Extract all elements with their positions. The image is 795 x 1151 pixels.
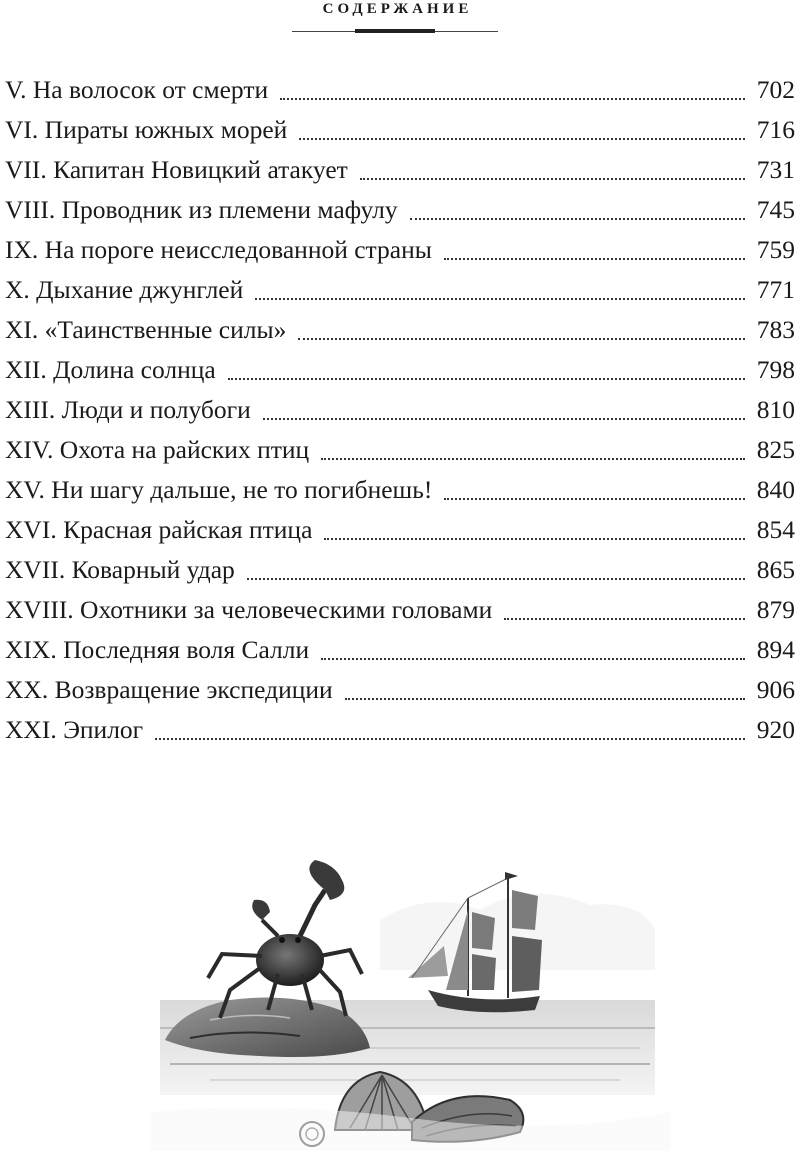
toc-leader-dots (345, 698, 745, 700)
header-rule-accent (355, 29, 435, 33)
toc-entry[interactable] (5, 70, 795, 110)
toc-entry-page: 920 (756, 715, 795, 744)
toc-entry-title: XXI. Эпилог (5, 715, 144, 744)
toc-entry-title: XIV. Охота на райских птиц (5, 435, 310, 464)
toc-entry-page: 854 (756, 515, 795, 544)
toc-entry[interactable] (5, 150, 795, 190)
toc-entry-title: VI. Пираты южных морей (5, 115, 288, 144)
toc-entry[interactable] (5, 590, 795, 630)
toc-leader-dots (280, 98, 745, 100)
toc-entry[interactable] (5, 190, 795, 230)
toc-entry-title: V. На волосок от смерти (5, 75, 269, 104)
toc-entry-title: XII. Долина солнца (5, 355, 216, 384)
toc-entry-title: XVII. Коварный удар (5, 555, 235, 584)
toc-entry[interactable] (5, 670, 795, 710)
toc-entry-title: XI. «Таинственные силы» (5, 315, 287, 344)
toc-entry-title: XVIII. Охотники за человеческими головами (5, 595, 493, 624)
toc-leader-dots (298, 338, 745, 340)
toc-leader-dots (444, 258, 745, 260)
page-title: СОДЕРЖАНИЕ (322, 1, 473, 17)
toc-leader-dots (504, 618, 745, 620)
toc-entry[interactable] (5, 270, 795, 310)
toc-leader-dots (321, 658, 745, 660)
toc-entry[interactable] (5, 510, 795, 550)
crab-ship-illustration (150, 850, 670, 1151)
toc-leader-dots (360, 178, 745, 180)
toc-entry[interactable] (5, 110, 795, 150)
toc-entry[interactable] (5, 630, 795, 670)
toc-leader-dots (444, 498, 745, 500)
toc-entry-title: X. Дыхание джунглей (5, 275, 244, 304)
toc-entry[interactable] (5, 390, 795, 430)
toc-leader-dots (255, 298, 745, 300)
toc-entry-title: VIII. Проводник из племени мафулу (5, 195, 398, 224)
table-of-contents (5, 70, 795, 750)
toc-leader-dots (324, 538, 745, 540)
toc-entry-page: 771 (756, 275, 795, 304)
toc-entry-page: 745 (756, 195, 795, 224)
toc-entry-page: 731 (756, 155, 795, 184)
toc-entry-page: 716 (756, 115, 795, 144)
toc-entry[interactable] (5, 230, 795, 270)
toc-entry-title: XIII. Люди и полубоги (5, 395, 251, 424)
page-header (0, 0, 795, 18)
toc-entry-page: 759 (756, 235, 795, 264)
toc-entry-page: 840 (756, 475, 795, 504)
toc-leader-dots (228, 378, 745, 380)
toc-entry-page: 798 (756, 355, 795, 384)
toc-entry-title: XX. Возвращение экспедиции (5, 675, 333, 704)
toc-entry-title: XV. Ни шагу дальше, не то погибнешь! (5, 475, 433, 504)
toc-entry[interactable] (5, 310, 795, 350)
toc-entry-title: VII. Капитан Новицкий атакует (5, 155, 348, 184)
toc-leader-dots (321, 458, 745, 460)
toc-entry[interactable] (5, 430, 795, 470)
toc-entry-page: 825 (756, 435, 795, 464)
toc-entry-page: 810 (756, 395, 795, 424)
toc-leader-dots (247, 578, 745, 580)
toc-leader-dots (263, 418, 745, 420)
toc-entry-page: 879 (756, 595, 795, 624)
toc-entry-page: 906 (756, 675, 795, 704)
toc-entry[interactable] (5, 350, 795, 390)
toc-leader-dots (155, 738, 745, 740)
toc-leader-dots (299, 138, 745, 140)
toc-entry-title: XIX. Последняя воля Салли (5, 635, 310, 664)
toc-entry-page: 894 (756, 635, 795, 664)
toc-entry[interactable] (5, 710, 795, 750)
toc-entry-page: 783 (756, 315, 795, 344)
toc-entry-title: IX. На пороге неисследованной страны (5, 235, 432, 264)
toc-entry-title: XVI. Красная райская птица (5, 515, 313, 544)
toc-entry[interactable] (5, 550, 795, 590)
toc-entry[interactable] (5, 470, 795, 510)
toc-entry-page: 865 (756, 555, 795, 584)
toc-leader-dots (410, 218, 745, 220)
crab-icon (208, 860, 362, 1018)
toc-entry-page: 702 (756, 75, 795, 104)
